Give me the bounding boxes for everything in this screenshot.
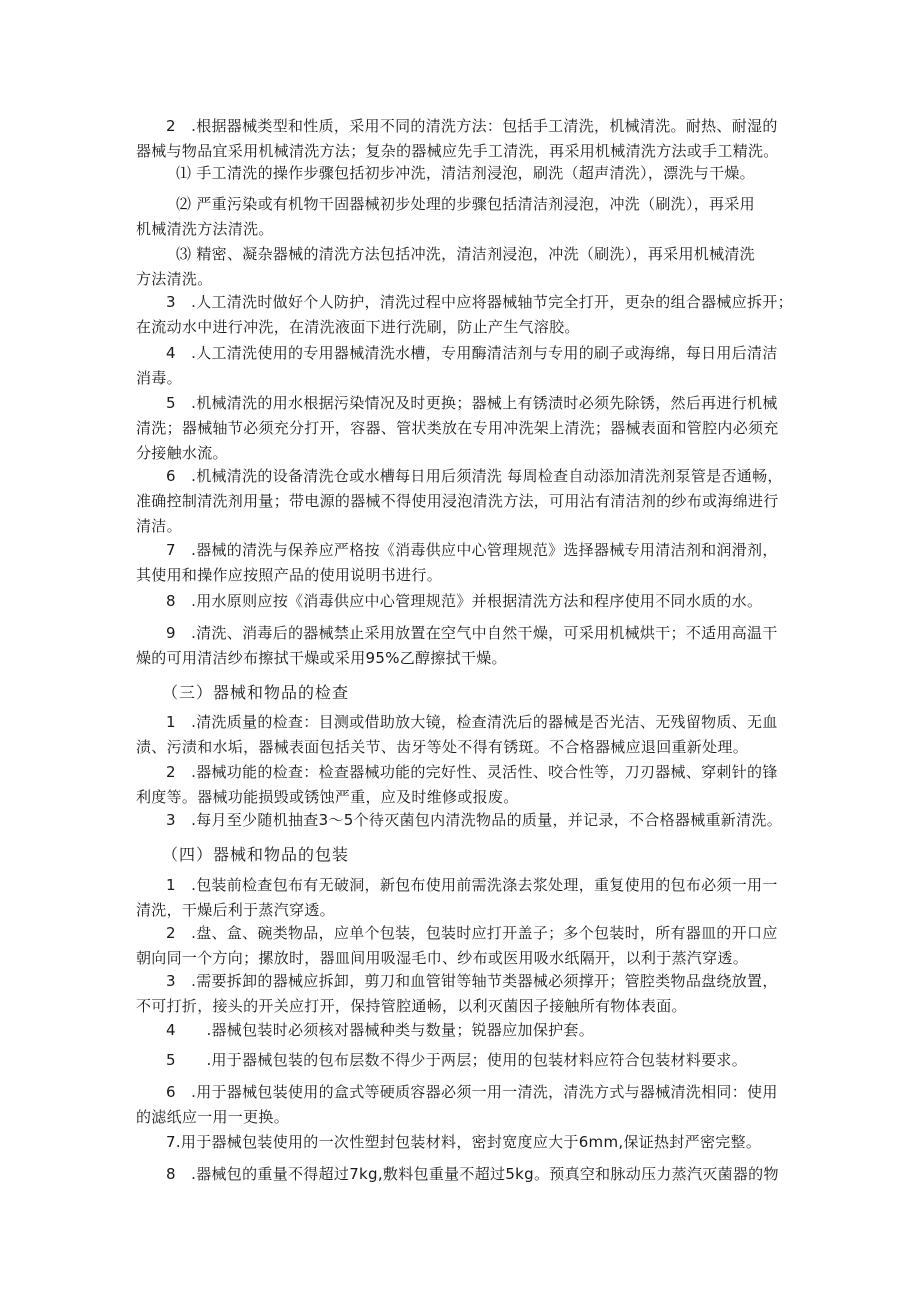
text-line: 的滤纸应一用一更换。 — [136, 1108, 290, 1126]
packaging-item-7 — [136, 1130, 798, 1155]
heading-text: （三）器械和物品的检查 — [162, 683, 350, 702]
cleaning-subitem-3 — [136, 242, 798, 292]
cleaning-item-9 — [136, 621, 798, 671]
text-line: 8 .器械包的重量不得超过7kg,敷料包重量不超过5kg。预真空和脉动压力蒸汽灭菌器的物 — [166, 1165, 779, 1183]
text-line: 2 .根据器械类型和性质，采用不同的清洗方法：包括手工清洗，机械清洗。耐热、耐湿的 — [166, 117, 778, 135]
text-line: 2 .器械功能的检查：检查器械功能的完好性、灵活性、咬合性等，刀刃器械、穿刺针的锋 — [166, 763, 778, 781]
text-line: 2 .盘、盒、碗类物品，应单个包装，包装时应打开盖子；多个包装时，所有器皿的开口应 — [166, 924, 778, 942]
section-heading-packaging — [136, 842, 798, 867]
text-line: 分接触水流。 — [136, 444, 228, 462]
packaging-item-3 — [136, 969, 798, 1019]
inspection-item-3 — [136, 808, 798, 833]
cleaning-item-5 — [136, 391, 798, 466]
text-line: 5 .机械清洗的用水根据污染情况及时更换；器械上有锈渍时必须先除锈，然后再进行机械 — [166, 394, 778, 412]
cleaning-item-2 — [136, 114, 798, 164]
cleaning-subitem-2 — [136, 192, 798, 242]
text-line: 6 .用于器械包装使用的盒式等硬质容器必须一用一清洗，清洗方式与器械清洗相同：使用 — [166, 1083, 778, 1101]
text-line: 清洗，干燥后利于蒸汽穿透。 — [136, 901, 335, 919]
text-line: ⑵ 严重污染或有机物干固器械初步处理的步骤包括清洁剂浸泡，冲洗（刷洗），再采用 — [176, 195, 755, 213]
text-line: 3 .每月至少随机抽查3〜5个待灭菌包内清洗物品的质量，并记录，不合格器械重新清洗。 — [166, 811, 783, 829]
text-line: 9 .清洗、消毒后的器械禁止采用放置在空气中自然干燥，可采用机械烘干；不适用高温干 — [166, 624, 778, 642]
text-line: 准确控制清洗剂用量；带电源的器械不得使用浸泡清洗方法，可用沾有清洁剂的纱布或海绵进行 — [136, 492, 779, 510]
text-line: 清洁。 — [136, 517, 182, 535]
text-line: 8 .用水原则应按《消毒供应中心管理规范》并根据清洗方法和程序使用不同水质的水。 — [166, 592, 763, 610]
packaging-item-4 — [136, 1018, 798, 1043]
text-line: 清洗；器械轴节必须充分打开，容器、管状类放在专用冲洗架上清洗；器械表面和管腔内必须充 — [136, 419, 779, 437]
packaging-item-1 — [136, 873, 798, 923]
text-line: 1 .包装前检查包布有无破洞，新包布使用前需洗涤去浆处理，重复使用的包布必须一用一 — [166, 876, 778, 894]
cleaning-subitem-1 — [136, 161, 798, 186]
text-line: 5 .用于器械包装的包布层数不得少于两层；使用的包装材料应符合包装材料要求。 — [166, 1051, 748, 1069]
text-line: 4 .器械包装时必须核对器械种类与数量；锐器应加保护套。 — [166, 1021, 595, 1039]
text-line: 1 .清洗质量的检查：目测或借助放大镜，检查清洗后的器械是否光洁、无残留物质、无血 — [166, 713, 778, 731]
cleaning-item-4 — [136, 341, 798, 391]
text-line: 在流动水中进行冲洗，在清洗液面下进行洗刷，防止产生气溶胶。 — [136, 318, 580, 336]
text-line: 器械与物品宜采用机械清洗方法；复杂的器械应先手工清洗，再采用机械清洗方法或手工精洗。 — [136, 142, 779, 160]
cleaning-item-3 — [136, 290, 798, 340]
text-line: 机械清洗方法清洗。 — [136, 220, 274, 238]
inspection-item-2 — [136, 760, 798, 810]
text-line: ⑶ 精密、凝杂器械的清洗方法包括冲洗，清洁剂浸泡，冲洗（刷洗），再采用机械清洗 — [176, 245, 755, 263]
text-line: 渍、污渍和水垢，器械表面包括关节、齿牙等处不得有锈斑。不合格器械应退回重新处理。 — [136, 738, 749, 756]
text-line: 4 .人工清洗使用的专用器械清洗水槽，专用酶清洁剂与专用的刷子或海绵，每日用后清洁 — [166, 344, 778, 362]
text-line: 7.用于器械包装使用的一次性塑封包装材料，密封宽度应大于6mm,保证热封严密完整。 — [166, 1133, 762, 1151]
packaging-item-5 — [136, 1048, 798, 1073]
cleaning-item-6 — [136, 464, 798, 539]
packaging-item-8 — [136, 1162, 798, 1187]
inspection-item-1 — [136, 710, 798, 760]
text-line: 3 .人工清洗时做好个人防护，清洗过程中应将器械轴节完全打开，更杂的组合器械应拆开； — [166, 293, 793, 311]
packaging-item-2 — [136, 921, 798, 971]
packaging-item-6 — [136, 1080, 798, 1130]
text-line: 6 .机械清洗的设备清洗仓或水槽每日用后须清洗 每周检查自动添加清洗剂泵管是否通畅， — [166, 467, 783, 485]
text-line: ⑴ 手工清洗的操作步骤包括初步冲洗，清洁剂浸泡，刷洗（超声清洗），漂洗与干燥。 — [176, 164, 755, 182]
text-line: 7 .器械的清洗与保养应严格按《消毒供应中心管理规范》选择器械专用清洁剂和润滑剂， — [166, 541, 778, 559]
section-heading-inspection — [136, 680, 798, 705]
cleaning-item-8 — [136, 589, 798, 614]
text-line: 朝向同一个方向；摞放时，器皿间用吸湿毛巾、纱布或医用吸水纸隔开，以利于蒸汽穿透。 — [136, 949, 749, 967]
text-line: 不可打折，接头的开关应打开，保持管腔通畅，以利灭菌因子接触所有物体表面。 — [136, 997, 687, 1015]
text-line: 燥的可用清洁纱布擦拭干燥或采用95%乙醇擦拭干燥。 — [136, 649, 507, 667]
cleaning-item-7 — [136, 538, 798, 588]
text-line: 利度等。器械功能损毁或锈蚀严重，应及时维修或报废。 — [136, 788, 519, 806]
text-line: 方法清洗。 — [136, 270, 213, 288]
text-line: 其使用和操作应按照产品的使用说明书进行。 — [136, 566, 443, 584]
text-line: 3 .需要拆卸的器械应拆卸，剪刀和血管钳等轴节类器械必须撑开；管腔类物品盘绕放置， — [166, 972, 778, 990]
heading-text: （四）器械和物品的包装 — [162, 845, 350, 864]
text-line: 消毒。 — [136, 369, 182, 387]
